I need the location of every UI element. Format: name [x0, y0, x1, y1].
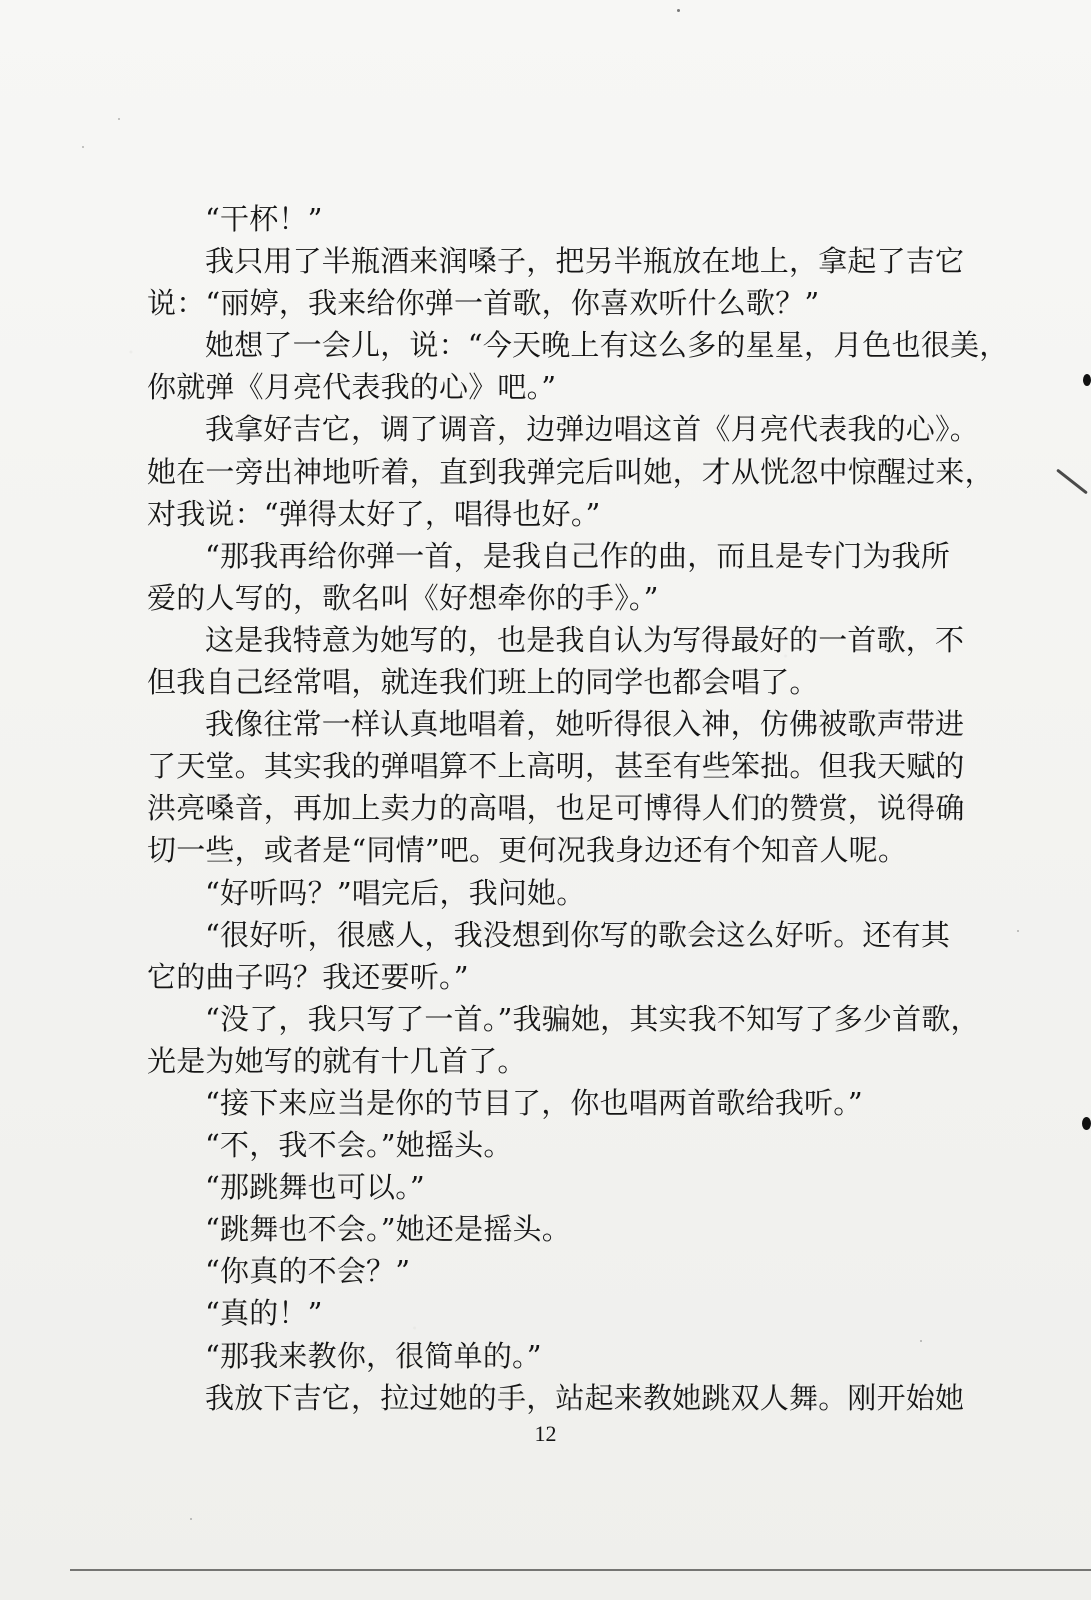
text-line: 我放下吉它，拉过她的手，站起来教她跳双人舞。刚开始她: [205, 1380, 965, 1415]
text-line: 洪亮嗓音，再加上卖力的高唱，也足可博得人们的赞赏，说得确: [147, 791, 965, 826]
text-line: “没了，我只写了一首。”我骗她，其实我不知写了多少首歌，: [205, 1001, 980, 1036]
text-line: 了天堂。其实我的弹唱算不上高明，甚至有些笨拙。但我天赋的: [147, 749, 965, 784]
text-line: 说：“丽婷，我来给你弹一首歌，你喜欢听什么歌？”: [147, 286, 820, 321]
text-line: “你真的不会？”: [205, 1254, 411, 1289]
text-line: 它的曲子吗？我还要听。”: [147, 959, 469, 994]
text-line: 但我自己经常唱，就连我们班上的同学也都会唱了。: [147, 665, 819, 700]
scan-speck: [677, 9, 680, 12]
text-line: “干杯！”: [205, 202, 323, 236]
text-line: “那我来教你，很简单的。”: [205, 1338, 542, 1373]
text-line: 我像往常一样认真地唱着，她听得很入神，仿佛被歌声带进: [205, 707, 965, 742]
text-line: “那我再给你弹一首，是我自己作的曲，而且是专门为我所: [205, 538, 951, 573]
text-line: 光是为她写的就有十几首了。: [147, 1043, 527, 1078]
scan-noise: [190, 1518, 192, 1520]
text-line: “真的！”: [205, 1296, 323, 1331]
scan-noise: [118, 118, 120, 120]
text-line: 她在一旁出神地听着，直到我弹完后叫她，才从恍忽中惊醒过来，: [147, 454, 994, 489]
text-line: “很好听，很感人，我没想到你写的歌会这么好听。还有其: [205, 917, 951, 952]
text-line: “不，我不会。”她摇头。: [205, 1128, 513, 1163]
text-line: “接下来应当是你的节目了，你也唱两首歌给我听。”: [205, 1085, 863, 1120]
text-line: 我拿好吉它，调了调音，边弹边唱这首《月亮代表我的心》。: [205, 412, 979, 447]
text-line: 她想了一会儿，说：“今天晚上有这么多的星星，月色也很美，: [205, 328, 1009, 363]
text-line: “好听吗？”唱完后，我问她。: [205, 875, 586, 910]
bottom-scan-line: [70, 1569, 1091, 1571]
text-line: 爱的人写的，歌名叫《好想牵你的手》。”: [147, 580, 659, 615]
right-edge-scan-mark: [1082, 1117, 1091, 1130]
text-line: 你就弹《月亮代表我的心》吧。”: [147, 370, 557, 405]
page-number: 12: [534, 1421, 557, 1446]
text-line: “那跳舞也可以。”: [205, 1170, 425, 1205]
text-line: 这是我特意为她写的，也是我自认为写得最好的一首歌，不: [205, 622, 965, 657]
text-line: 对我说：“弹得太好了，唱得也好。”: [147, 496, 601, 531]
text-line: 我只用了半瓶酒来润嗓子，把另半瓶放在地上，拿起了吉它: [205, 244, 965, 279]
chinese-prose-text: [147, 198, 1009, 1419]
right-edge-scan-stroke: [1056, 469, 1088, 495]
text-line: 切一些，或者是“同情”吧。更何况我身边还有个知音人呢。: [147, 833, 908, 868]
text-line: “跳舞也不会。”她还是摇头。: [205, 1212, 571, 1247]
scan-noise: [82, 146, 84, 148]
scan-noise: [1017, 930, 1019, 932]
right-edge-scan-mark: [1083, 374, 1091, 386]
